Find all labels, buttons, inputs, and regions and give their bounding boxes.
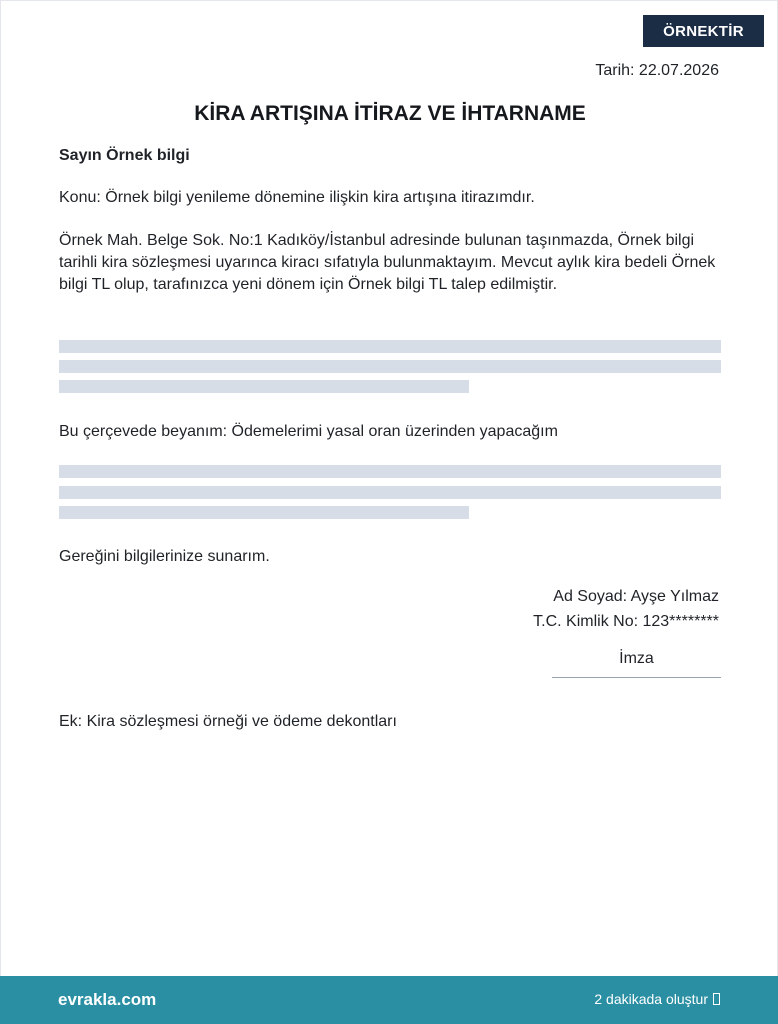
statement-line: Bu çerçevede beyanım: Ödemelerimi yasal oran üzerinden yapacağım — [59, 423, 558, 440]
redacted-text-line — [59, 465, 721, 478]
footer-bar — [0, 976, 778, 1024]
redacted-text-line — [59, 380, 469, 393]
create-document-link[interactable] — [594, 991, 720, 1007]
salutation: Sayın Örnek bilgi — [59, 147, 190, 164]
create-document-label: 2 dakikada oluştur — [594, 991, 708, 1007]
closing-line: Gereğini bilgilerinize sunarım. — [59, 548, 270, 565]
body-paragraph: Örnek Mah. Belge Sok. No:1 Kadıköy/İstanbul adresinde bulunan taşınmazda, Örnek bilgi tarihli kira sözleşmesi uyarınca kiracı sıfatıyla bulunmaktayım. Mevcut aylık kira bedeli Örnek bilgi TL olup, tarafınızca yeni dönem için Örnek bilgi TL talep edilmiştir. — [59, 232, 716, 293]
document-date: Tarih: 22.07.2026 — [595, 62, 719, 79]
document-icon — [713, 993, 720, 1005]
redacted-text-line — [59, 486, 721, 499]
signature-label: İmza — [619, 650, 654, 667]
signer-name: Ad Soyad: Ayşe Yılmaz — [553, 588, 719, 605]
attachment-line: Ek: Kira sözleşmesi örneği ve ödeme dekontları — [59, 713, 397, 730]
redacted-text-line — [59, 340, 721, 353]
sample-badge-label: ÖRNEKTİR — [663, 22, 744, 40]
subject-line: Konu: Örnek bilgi yenileme dönemine ilişkin kira artışına itirazımdır. — [59, 189, 535, 206]
signature-line — [552, 677, 721, 678]
sample-badge — [643, 15, 764, 47]
redacted-text-line — [59, 506, 469, 519]
footer-brand-link[interactable]: evrakla.com — [58, 990, 157, 1009]
redacted-text-line — [59, 360, 721, 373]
signer-id-number: T.C. Kimlik No: 123******** — [533, 613, 719, 630]
document-title: KİRA ARTIŞINA İTİRAZ VE İHTARNAME — [194, 102, 586, 125]
